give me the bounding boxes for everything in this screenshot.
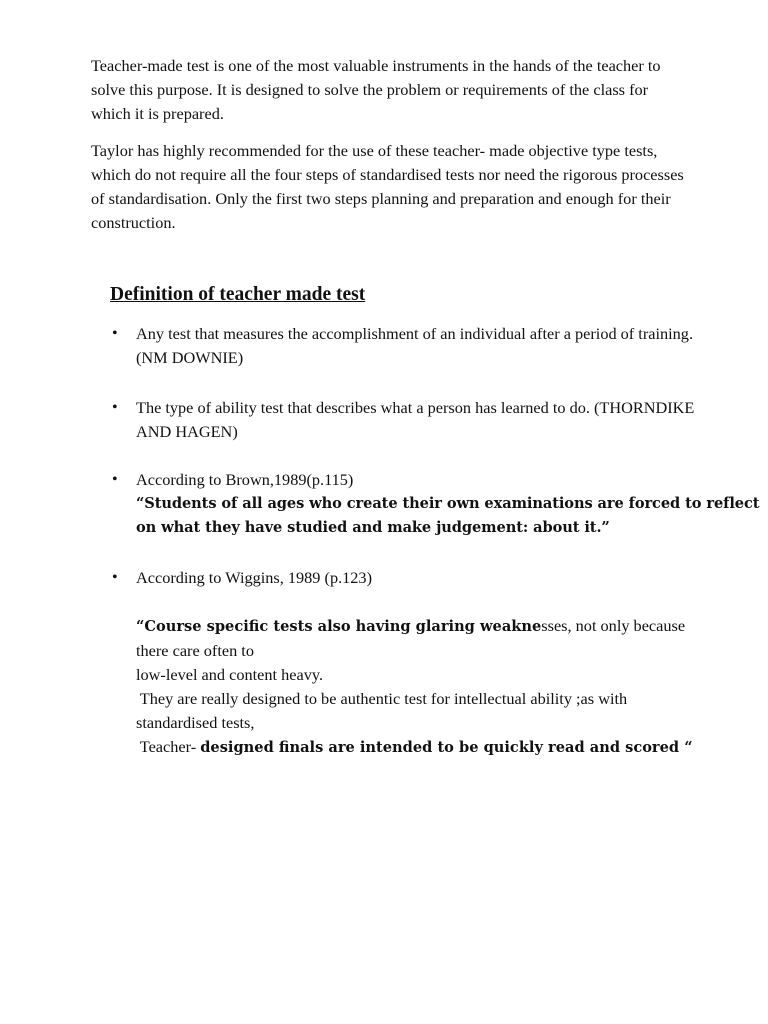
wiggins-quote-line-1 [136, 614, 696, 639]
bullet-marker: • [112, 399, 118, 416]
wiggins-quote-regular-rest: sses, not only because [541, 616, 686, 635]
wiggins-quote-line-3: low-level and content heavy. [136, 665, 324, 684]
bullet-marker: • [112, 471, 118, 488]
bullet-marker: • [112, 569, 118, 586]
wiggins-quote-line-4: They are really designed to be authentic test for intellectual ability ;as with [136, 689, 628, 708]
brown-quote-line-1: “Students of all ages who create their own examinations are forced to reflect [136, 495, 760, 512]
wiggins-citation: According to Wiggins, 1989 (p.123) [136, 568, 372, 587]
bullet-item-wiggins [136, 566, 696, 760]
bullet-marker: • [112, 325, 118, 342]
intro-paragraph-1: Teacher-made test is one of the most valuable instruments in the hands of the teacher to solve this purpose. It is designed to solve the problem or requirements of the class for which it is prepared. [91, 56, 661, 123]
wiggins-quote-line-2: there care often to [136, 641, 254, 660]
wiggins-quote-bold-start: “Course specific tests also having glaring weakne [136, 618, 542, 635]
wiggins-quote-line-6 [136, 735, 696, 760]
wiggins-line6-bold: designed finals are intended to be quickly read and scored “ [200, 739, 693, 756]
wiggins-line6-regular: Teacher- [136, 737, 201, 756]
bullet-item-brown [136, 468, 760, 540]
brown-citation: According to Brown,1989(p.115) [136, 470, 354, 489]
wiggins-quote-line-5: standardised tests, [136, 713, 255, 732]
brown-quote-line-2: on what they have studied and make judgement: about it.” [136, 519, 610, 536]
intro-paragraph-2: Taylor has highly recommended for the use of these teacher- made objective type tests, which do not require all the four steps of standardised tests nor need the rigorous processes of standardisation. Only the first two steps planning and preparation and enough for their construction. [91, 141, 684, 232]
bullet-item-downie: Any test that measures the accomplishment of an individual after a period of training. (NM DOWNIE) [136, 324, 694, 367]
bullet-item-thorndike: The type of ability test that describes what a person has learned to do. (THORNDIKE AND HAGEN) [136, 398, 695, 441]
section-heading: Definition of teacher made test [110, 284, 366, 305]
